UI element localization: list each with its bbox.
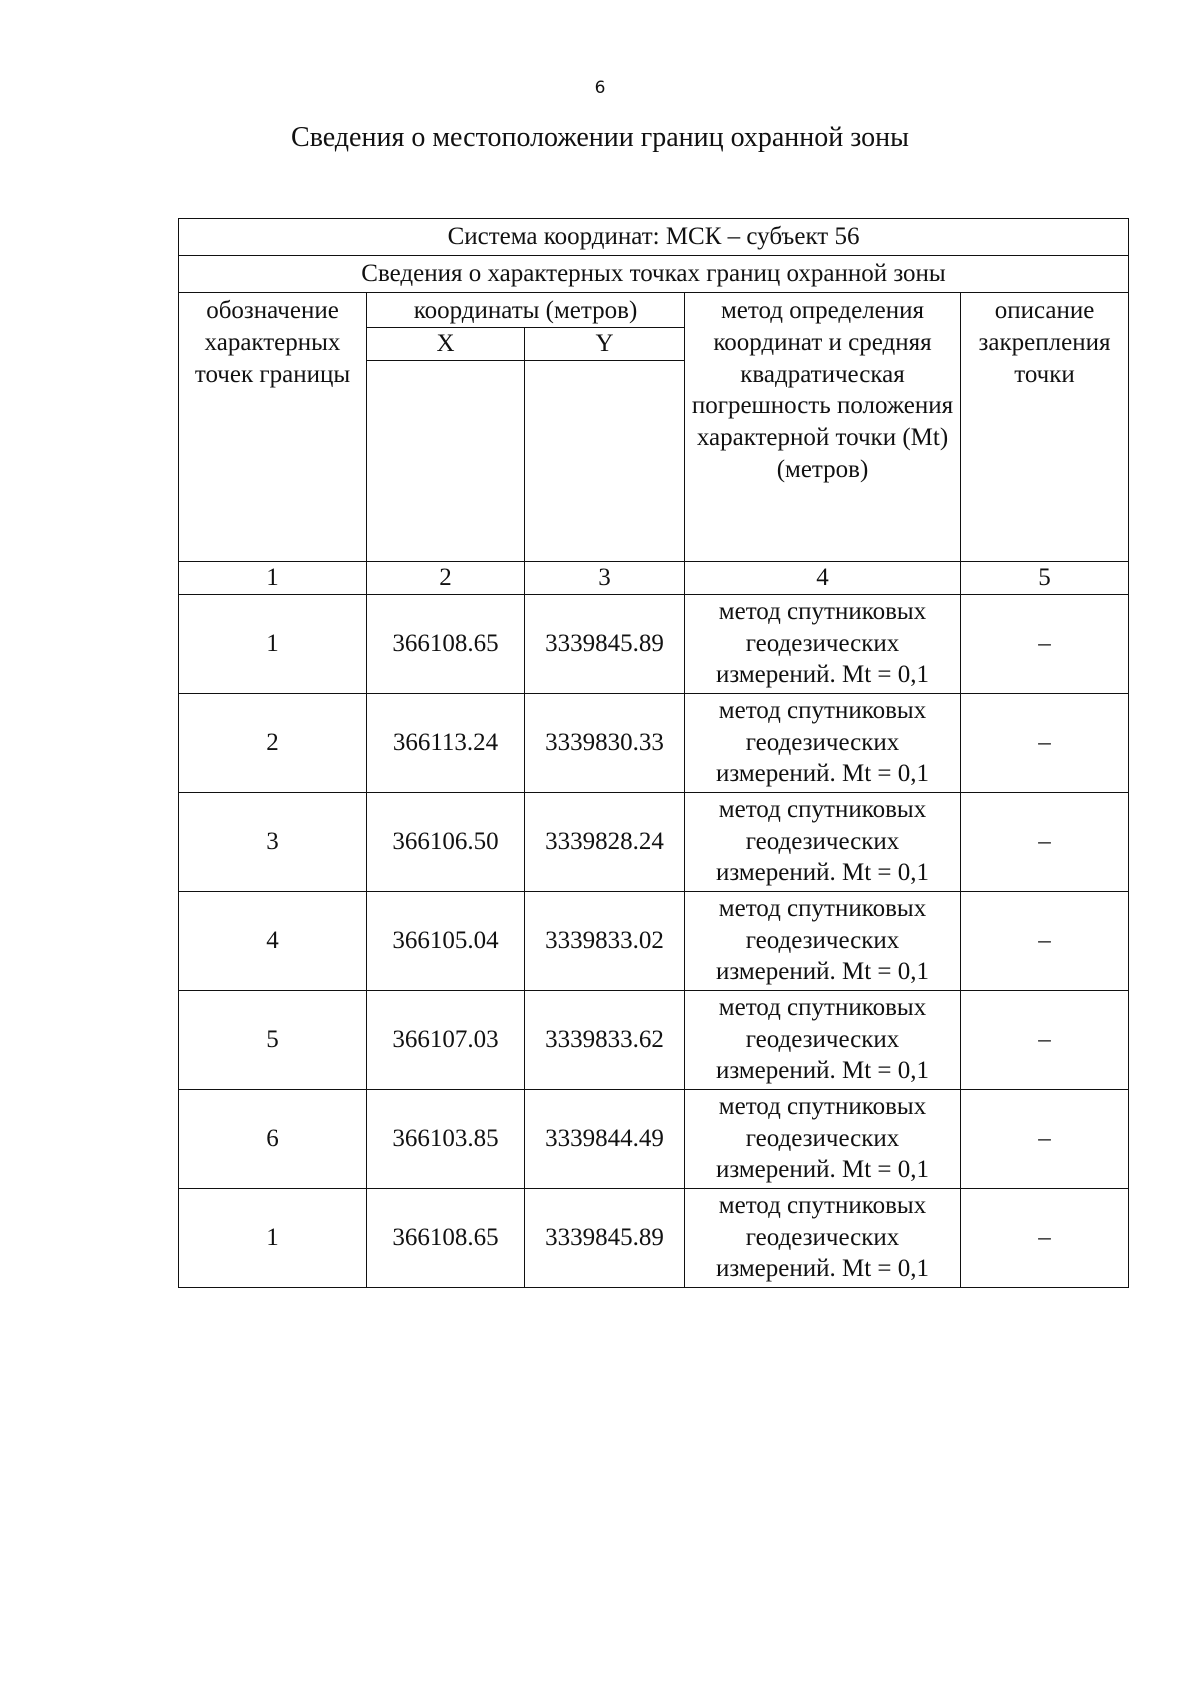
column-header-x: X: [367, 327, 525, 360]
point-number: 1: [179, 594, 367, 693]
column-header-description: описание закрепления точки: [961, 293, 1129, 562]
x-coordinate: 366108.65: [367, 594, 525, 693]
x-coordinate: 366105.04: [367, 891, 525, 990]
x-coordinate: 366106.50: [367, 792, 525, 891]
coordinates-table: [178, 218, 1129, 1288]
y-coordinate: 3339833.62: [525, 990, 685, 1089]
table-subtitle: Сведения о характерных точках границ охранной зоны: [179, 256, 1129, 293]
method-description: метод спутниковых геодезических измерений. Mt = 0,1: [685, 594, 961, 693]
method-description: метод спутниковых геодезических измерений. Mt = 0,1: [685, 1089, 961, 1188]
y-coordinate: 3339828.24: [525, 792, 685, 891]
y-coordinate: 3339833.02: [525, 891, 685, 990]
point-number: 5: [179, 990, 367, 1089]
point-number: 4: [179, 891, 367, 990]
fixation-description: –: [961, 990, 1129, 1089]
column-header-designation: обозначение характерных точек границы: [179, 293, 367, 562]
method-description: метод спутниковых геодезических измерений. Mt = 0,1: [685, 891, 961, 990]
method-description: метод спутниковых геодезических измерений. Mt = 0,1: [685, 792, 961, 891]
table-row: [179, 1089, 1129, 1188]
column-number: 3: [525, 561, 685, 594]
fixation-description: –: [961, 1089, 1129, 1188]
y-coordinate: 3339830.33: [525, 693, 685, 792]
fixation-description: –: [961, 693, 1129, 792]
point-number: 1: [179, 1188, 367, 1287]
point-number: 2: [179, 693, 367, 792]
column-number: 4: [685, 561, 961, 594]
page-title: Сведения о местоположении границ охранной зоны: [291, 122, 909, 153]
x-coordinate: 366113.24: [367, 693, 525, 792]
point-number: 3: [179, 792, 367, 891]
page-number: 6: [594, 78, 606, 98]
y-coordinate: 3339845.89: [525, 594, 685, 693]
method-description: метод спутниковых геодезических измерений. Mt = 0,1: [685, 1188, 961, 1287]
table-row: [179, 891, 1129, 990]
x-coordinate: 366107.03: [367, 990, 525, 1089]
y-coordinate: 3339845.89: [525, 1188, 685, 1287]
fixation-description: –: [961, 594, 1129, 693]
x-header-spacer: [367, 360, 525, 561]
column-header-method: метод определения координат и средняя квадратическая погрешность положения характерной точки (Mt) (метров): [685, 293, 961, 562]
method-description: метод спутниковых геодезических измерений. Mt = 0,1: [685, 693, 961, 792]
table-header-row: [179, 219, 1129, 256]
column-header-y: Y: [525, 327, 685, 360]
table-row: [179, 990, 1129, 1089]
table-header-row: [179, 256, 1129, 293]
column-header-coordinates: координаты (метров): [367, 293, 685, 328]
coordinate-system-label: Система координат: МСК – субъект 56: [179, 219, 1129, 256]
column-number: 2: [367, 561, 525, 594]
column-header-row: [179, 293, 1129, 328]
table-row: [179, 594, 1129, 693]
x-coordinate: 366103.85: [367, 1089, 525, 1188]
table-row: [179, 792, 1129, 891]
point-number: 6: [179, 1089, 367, 1188]
method-description: метод спутниковых геодезических измерений. Mt = 0,1: [685, 990, 961, 1089]
y-header-spacer: [525, 360, 685, 561]
fixation-description: –: [961, 891, 1129, 990]
y-coordinate: 3339844.49: [525, 1089, 685, 1188]
x-coordinate: 366108.65: [367, 1188, 525, 1287]
fixation-description: –: [961, 792, 1129, 891]
column-number: 1: [179, 561, 367, 594]
table-row: [179, 1188, 1129, 1287]
column-number: 5: [961, 561, 1129, 594]
fixation-description: –: [961, 1188, 1129, 1287]
column-number-row: [179, 561, 1129, 594]
table-row: [179, 693, 1129, 792]
